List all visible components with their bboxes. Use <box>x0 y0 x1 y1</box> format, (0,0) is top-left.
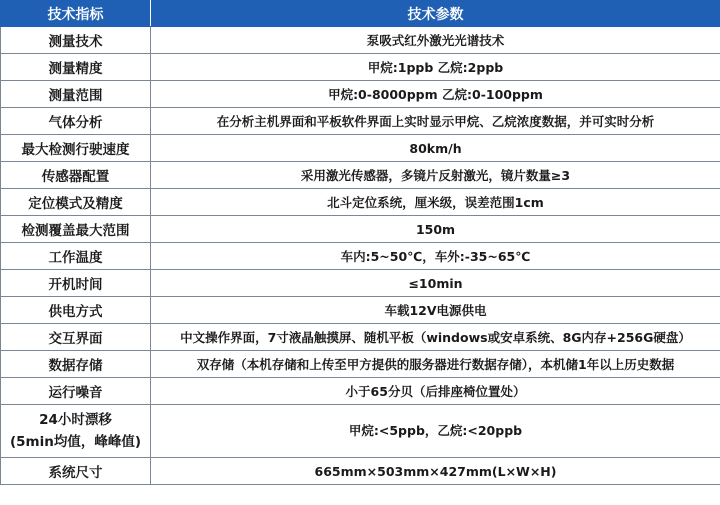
row-value: 车载12V电源供电 <box>151 297 720 324</box>
row-name: 交互界面 <box>1 324 151 351</box>
table-row <box>1 108 720 135</box>
header-spec-name: 技术指标 <box>1 1 151 27</box>
row-name: 检测覆盖最大范围 <box>1 216 151 243</box>
table-row <box>1 135 720 162</box>
row-name: 数据存储 <box>1 351 151 378</box>
row-name: 系统尺寸 <box>1 458 151 485</box>
row-name: 供电方式 <box>1 297 151 324</box>
row-value: 双存储（本机存储和上传至甲方提供的服务器进行数据存储），本机储1年以上历史数据 <box>151 351 720 378</box>
row-value: 中文操作界面，7寸液晶触摸屏、随机平板（windows或安卓系统、8G内存+256G硬盘） <box>151 324 720 351</box>
row-value: 665mm×503mm×427mm(L×W×H) <box>151 458 720 485</box>
table-row <box>1 458 720 485</box>
row-value: 甲烷:0-8000ppm 乙烷:0-100ppm <box>151 81 720 108</box>
row-value: 采用激光传感器，多镜片反射激光，镜片数量≥3 <box>151 162 720 189</box>
row-value: 150m <box>151 216 720 243</box>
row-value: 泵吸式红外激光光谱技术 <box>151 27 720 54</box>
table-row <box>1 243 720 270</box>
row-value: 甲烷:1ppb 乙烷:2ppb <box>151 54 720 81</box>
table-row <box>1 405 720 458</box>
row-name: 定位模式及精度 <box>1 189 151 216</box>
header-spec-value: 技术参数 <box>151 1 720 27</box>
row-name: 测量精度 <box>1 54 151 81</box>
table-row <box>1 81 720 108</box>
table-row <box>1 189 720 216</box>
table-row <box>1 324 720 351</box>
table-row <box>1 351 720 378</box>
row-name: 最大检测行驶速度 <box>1 135 151 162</box>
table-row <box>1 216 720 243</box>
row-name: 气体分析 <box>1 108 151 135</box>
table-row <box>1 27 720 54</box>
row-value: 小于65分贝（后排座椅位置处） <box>151 378 720 405</box>
row-value: 甲烷:<5ppb，乙烷:<20ppb <box>151 405 720 458</box>
row-value: ≤10min <box>151 270 720 297</box>
row-name: 开机时间 <box>1 270 151 297</box>
row-name <box>1 405 151 458</box>
row-value: 在分析主机界面和平板软件界面上实时显示甲烷、乙烷浓度数据，并可实时分析 <box>151 108 720 135</box>
row-value: 北斗定位系统，厘米级，误差范围1cm <box>151 189 720 216</box>
table-row <box>1 162 720 189</box>
row-name: 测量技术 <box>1 27 151 54</box>
table-row <box>1 297 720 324</box>
row-name: 运行噪音 <box>1 378 151 405</box>
table-row <box>1 54 720 81</box>
row-name-line2: (5min均值，峰峰值) <box>9 434 142 450</box>
row-value: 80km/h <box>151 135 720 162</box>
row-name: 传感器配置 <box>1 162 151 189</box>
table-row <box>1 270 720 297</box>
row-name-line1: 24小时漂移 <box>39 412 112 428</box>
table-row <box>1 378 720 405</box>
table-header-row <box>1 1 720 27</box>
row-value: 车内:5~50℃，车外:-35~65℃ <box>151 243 720 270</box>
row-name: 工作温度 <box>1 243 151 270</box>
row-name: 测量范围 <box>1 81 151 108</box>
